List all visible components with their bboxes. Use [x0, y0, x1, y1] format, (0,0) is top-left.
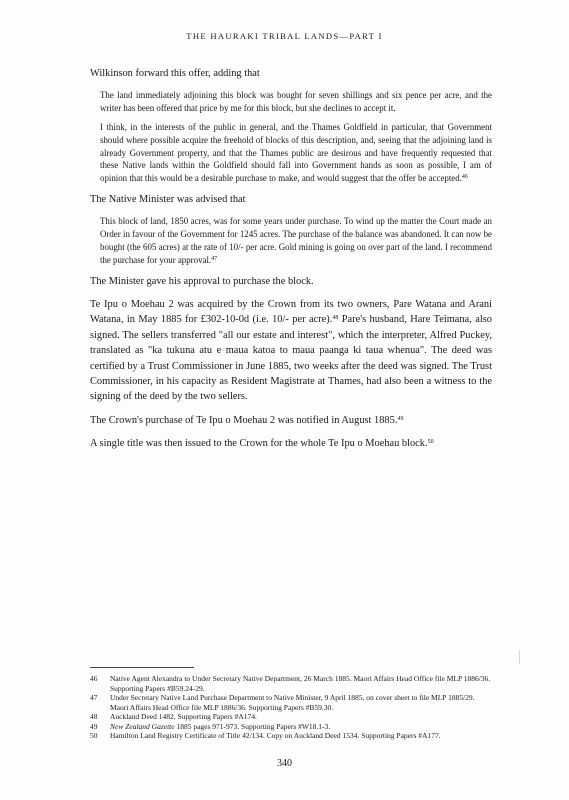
footnote-47: [90, 693, 492, 712]
body-text: [90, 66, 492, 460]
footnote-number: 49: [90, 721, 98, 731]
block-quote-2: [100, 215, 492, 266]
footnote-text: Hamilton Land Registry Certificate of Title 42/134. Copy on Auckland Deed 1534. Supporting Papers #A177.: [110, 731, 441, 740]
quote1-paragraph-1: The land immediately adjoining this block was bought for seven shillings and six pence per acre, and the writer has been offered that price by me for this block, but she declines to accept it.: [100, 90, 492, 114]
footnote-ref-49: 49: [397, 415, 404, 422]
quote1-paragraph-2-text: I think, in the interests of the public in general, and the Thames Goldfield in particular, that Government should where possible acquire the freehold of blocks of this description, and, seeing that the adjoining land is already Government property, and that the Thames public are desirous and have frequently requested that these Native lands within the Goldfield should fall into Government hands as soon as possible, I am of opinion that this would be a desirable purchase to make, and would suggest that the offer be accepted.: [100, 122, 492, 184]
footnote-italic-title: New Zealand Gazette: [110, 721, 175, 731]
footnotes: [90, 674, 492, 741]
footnote-text-rest: 1885 pages 971-973. Supporting Papers #W18.1-3.: [174, 721, 331, 731]
footnote-ref-50: 50: [427, 439, 434, 446]
intro-paragraph-1: Wilkinson forward this offer, adding that: [90, 68, 260, 79]
paragraph-acquisition-part-b: Pare's husband, Hare Teimana, also signed. The sellers transferred "all our estate and interest", which the interpreter, Alfred Puckey, translated as "ka tukuna atu e maua katoa to maua paanga ki taua whenua". The deed was certified by a Trust Commissioner in June 1885, two weeks after the deed was signed. The Trust Commissioner, in his capacity as Resident Magistrate at Thames, had also been a witness to the signing of the deed by the two sellers.: [90, 314, 492, 403]
block-quote-1: [100, 89, 492, 185]
paragraph-title-text: A single title was then issued to the Crown for the whole Te Ipu o Moehau block.: [90, 438, 428, 450]
footnote-number: 48: [90, 712, 98, 721]
footnote-number: 47: [90, 693, 98, 702]
footnote-ref-47: 47: [211, 255, 218, 262]
footnote-text: Native Agent Alexandra to Under Secretary Native Department, 26 March 1885. Maori Affairs Head Office file MLP 1886/36. Supporting Papers #B59.24-29.: [110, 674, 491, 693]
footnote-text: Auckland Deed 1482. Supporting Papers #A174.: [110, 712, 257, 721]
margin-mark: [519, 650, 520, 664]
footnote-ref-46: 46: [461, 174, 468, 181]
paragraph-acquisition: [90, 297, 492, 405]
footnote-text: [110, 722, 492, 732]
page-number: 340: [277, 758, 292, 769]
footnote-46: [90, 674, 492, 693]
paragraph-title: [90, 436, 492, 451]
paragraph-approval: The Minister gave his approval to purchase the block.: [90, 275, 314, 287]
footnote-text: Under Secretary Native Land Purchase Department to Native Minister, 9 April 1885, on cover sheet to file MLP 1885/29. Maori Affairs Head Office file MLP 1886/36. Supporting Papers #B59.30.: [110, 693, 475, 712]
quote2-text: This block of land, 1850 acres, was for some years under purchase. To wind up the matter the Court made an Order in favour of the Government for 1245 acres. The purchase of the balance was abandoned. It can now be bought (the 605 acres) at the rate of 10/- per acre. Gold mining is going on over part of the land. I recommend the purchase for your approval.: [100, 216, 492, 265]
quote1-paragraph-2: [100, 121, 492, 185]
intro-paragraph-2: The Native Minister was advised that: [90, 193, 246, 205]
footnote-50: [90, 731, 492, 741]
footnote-49: [90, 722, 492, 732]
footnote-number: 50: [90, 731, 98, 740]
footnote-divider: [90, 667, 194, 668]
paragraph-notification: [90, 413, 492, 428]
footnote-48: [90, 712, 492, 722]
paragraph-notification-text: The Crown's purchase of Te Ipu o Moehau 2 was notified in August 1885.: [90, 414, 398, 426]
quote2-paragraph: [100, 215, 492, 266]
running-head: THE HAURAKI TRIBAL LANDS—PART I: [186, 31, 383, 41]
footnote-number: 46: [90, 674, 98, 683]
footnote-ref-48: 48: [332, 315, 339, 322]
paragraph-acquisition-part-a: Te Ipu o Moehau 2 was acquired by the Crown from its two owners, Pare Watana and Arani Watana, in May 1885 for £302-10-0d (i.e. 10/- per acre).: [90, 298, 492, 326]
